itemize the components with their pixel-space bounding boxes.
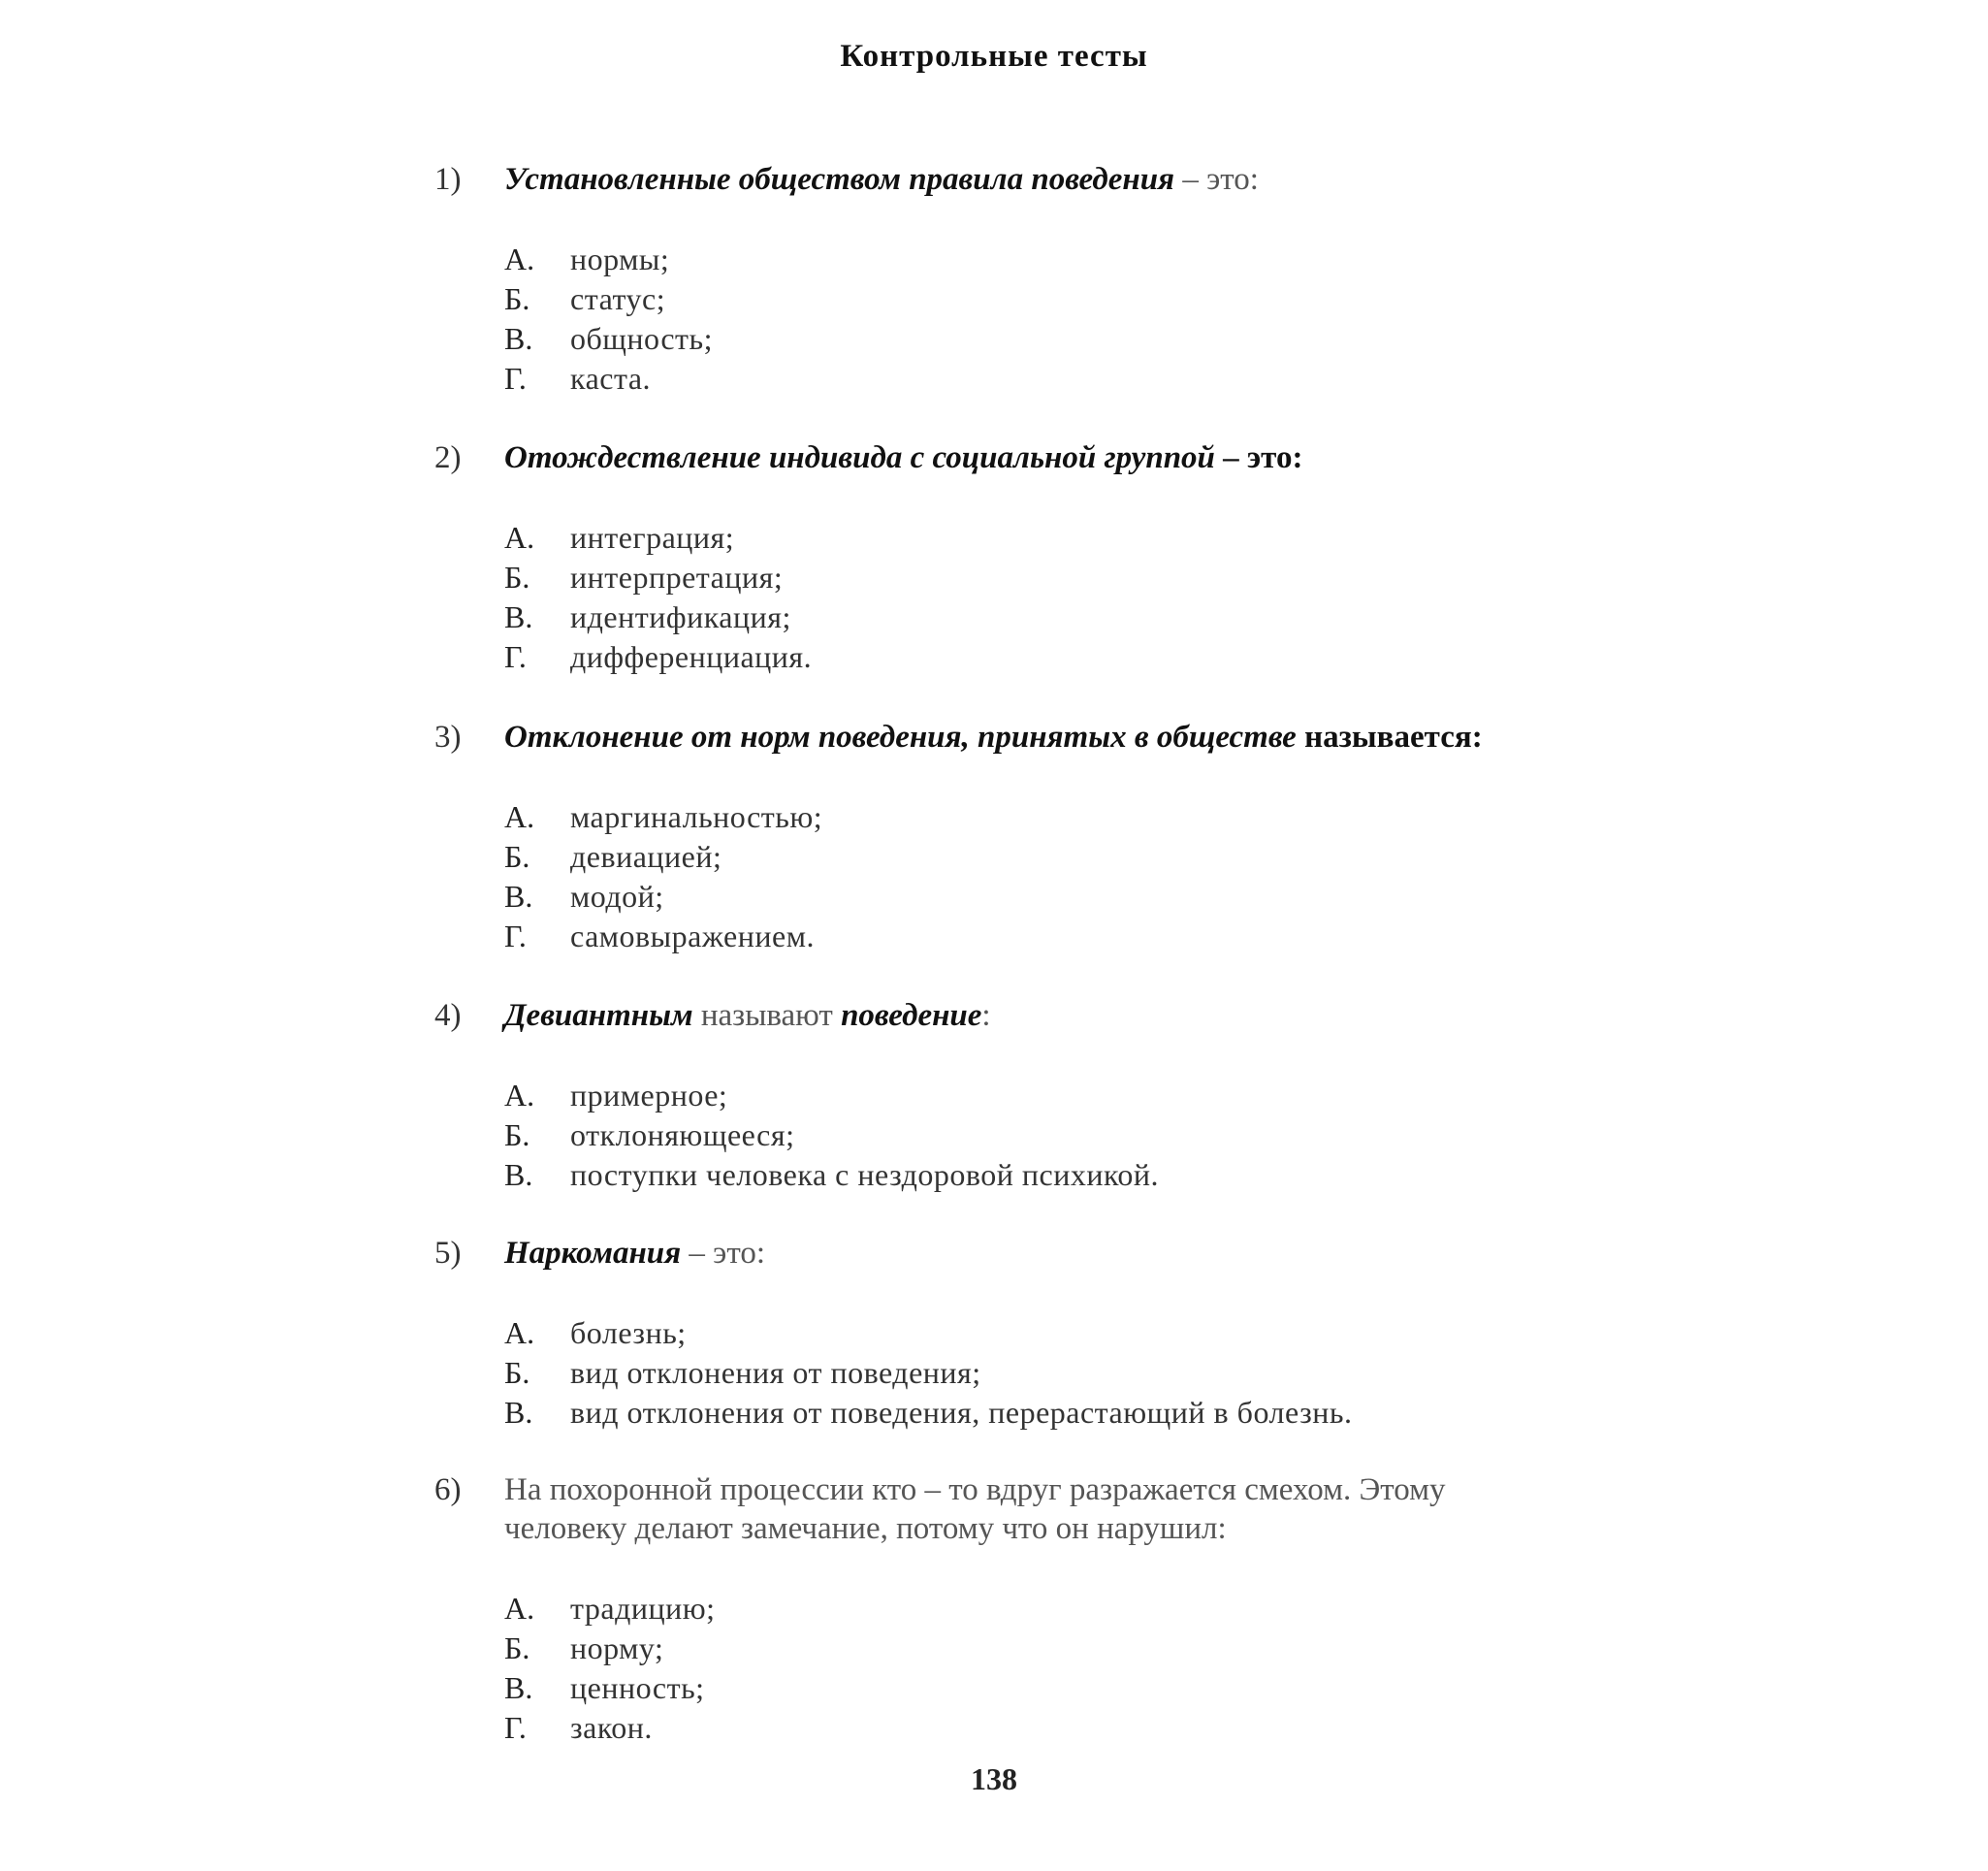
option-text: болезнь; xyxy=(570,1315,687,1350)
option-letter: Б. xyxy=(504,1117,530,1152)
option-letter: Б. xyxy=(504,1630,530,1665)
answer-option xyxy=(504,518,1695,558)
option-letter: Г. xyxy=(504,1710,527,1745)
question-text-part: Установленные обществом правила поведения xyxy=(504,162,1175,197)
answer-option xyxy=(504,1589,1695,1629)
answer-options xyxy=(504,797,1695,956)
answer-option xyxy=(504,837,1695,877)
option-text: общность; xyxy=(570,321,714,356)
answer-option xyxy=(504,319,1695,359)
question-6 xyxy=(434,1470,1695,1748)
question-1 xyxy=(434,160,1695,399)
answer-options xyxy=(504,1076,1695,1195)
option-letter: Г. xyxy=(504,919,527,953)
page-title: Контрольные тесты xyxy=(840,39,1148,74)
option-letter: Б. xyxy=(504,839,530,874)
option-text: интеграция; xyxy=(570,520,735,555)
option-text: закон. xyxy=(570,1710,653,1745)
option-text: отклоняющееся; xyxy=(570,1117,795,1152)
question-heading xyxy=(434,996,1695,1035)
option-text: модой; xyxy=(570,879,664,914)
option-letter: А. xyxy=(504,520,535,555)
answer-option xyxy=(504,597,1695,637)
question-2 xyxy=(434,438,1695,677)
question-number: 6) xyxy=(434,1472,462,1507)
option-text: каста. xyxy=(570,361,652,396)
option-letter: А. xyxy=(504,1591,535,1626)
option-text: поступки человека с нездоровой психикой. xyxy=(570,1157,1160,1192)
answer-option xyxy=(504,637,1695,677)
answer-option xyxy=(504,1629,1695,1668)
option-letter: В. xyxy=(504,879,533,914)
option-letter: Б. xyxy=(504,1355,530,1390)
option-text: вид отклонения от поведения; xyxy=(570,1355,981,1390)
question-heading xyxy=(434,160,1695,199)
answer-options xyxy=(504,518,1695,677)
answer-options xyxy=(504,240,1695,399)
option-letter: В. xyxy=(504,321,533,356)
option-letter: В. xyxy=(504,1157,533,1192)
question-text-part: называют xyxy=(692,998,842,1033)
question-text-part: Наркомания xyxy=(504,1236,682,1271)
question-number: 4) xyxy=(434,998,462,1033)
option-text: нормы; xyxy=(570,242,670,276)
question-text-part: Отождествление индивида с социальной группой xyxy=(504,440,1215,475)
question-text-part: На похоронной процессии кто – то вдруг разражается смехом. Этому человеку делают замечание, потому что он нарушил: xyxy=(504,1472,1446,1546)
question-text-part: Девиантным xyxy=(504,998,693,1033)
question-text-part: поведение xyxy=(841,998,982,1033)
answer-option xyxy=(504,1708,1695,1748)
option-letter: В. xyxy=(504,1395,533,1430)
question-text-part: называется: xyxy=(1296,720,1483,755)
option-text: идентификация; xyxy=(570,599,791,634)
answer-options xyxy=(504,1313,1695,1433)
option-text: интерпретация; xyxy=(570,560,784,595)
question-number: 2) xyxy=(434,440,462,475)
question-text-part: Отклонение от норм поведения, принятых в обществе xyxy=(504,720,1297,755)
question-number: 1) xyxy=(434,162,462,197)
option-text: примерное; xyxy=(570,1078,728,1113)
option-letter: А. xyxy=(504,1078,535,1113)
option-letter: Г. xyxy=(504,639,527,674)
question-heading xyxy=(434,1470,1695,1548)
question-text xyxy=(504,718,1695,757)
option-text: ценность; xyxy=(570,1670,705,1705)
option-text: девиацией; xyxy=(570,839,722,874)
answer-option xyxy=(504,1353,1695,1393)
option-text: норму; xyxy=(570,1630,664,1665)
answer-options xyxy=(504,1589,1695,1748)
question-number: 3) xyxy=(434,720,462,755)
option-text: статус; xyxy=(570,281,666,316)
option-letter: Б. xyxy=(504,560,530,595)
option-text: вид отклонения от поведения, перерастающий в болезнь. xyxy=(570,1395,1353,1430)
question-text xyxy=(504,438,1695,477)
answer-option xyxy=(504,917,1695,956)
answer-option xyxy=(504,1076,1695,1115)
option-letter: А. xyxy=(504,799,535,834)
answer-option xyxy=(504,558,1695,597)
answer-option xyxy=(504,359,1695,399)
question-text-part: – это: xyxy=(1174,162,1259,197)
question-heading xyxy=(434,718,1695,757)
option-text: маргинальностью; xyxy=(570,799,823,834)
answer-option xyxy=(504,1393,1695,1433)
question-text-part: – это: xyxy=(681,1236,765,1271)
option-letter: А. xyxy=(504,1315,535,1350)
option-letter: В. xyxy=(504,599,533,634)
page-number: 138 xyxy=(971,1761,1017,1796)
question-text xyxy=(504,1470,1571,1548)
answer-option xyxy=(504,240,1695,279)
answer-option xyxy=(504,1155,1695,1195)
option-letter: А. xyxy=(504,242,535,276)
option-letter: В. xyxy=(504,1670,533,1705)
option-text: традицию; xyxy=(570,1591,716,1626)
option-letter: Б. xyxy=(504,281,530,316)
question-heading xyxy=(434,1234,1695,1273)
option-letter: Г. xyxy=(504,361,527,396)
question-heading xyxy=(434,438,1695,477)
question-3 xyxy=(434,718,1695,956)
option-text: дифференциация. xyxy=(570,639,813,674)
answer-option xyxy=(504,1313,1695,1353)
answer-option xyxy=(504,797,1695,837)
question-number: 5) xyxy=(434,1236,462,1271)
question-text xyxy=(504,160,1695,199)
answer-option xyxy=(504,1668,1695,1708)
question-text xyxy=(504,996,1695,1035)
answer-option xyxy=(504,1115,1695,1155)
question-4 xyxy=(434,996,1695,1195)
answer-option xyxy=(504,877,1695,917)
answer-option xyxy=(504,279,1695,319)
question-text xyxy=(504,1234,1695,1273)
question-5 xyxy=(434,1234,1695,1433)
question-text-part: : xyxy=(981,998,991,1033)
option-text: самовыражением. xyxy=(570,919,815,953)
question-text-part: – это: xyxy=(1214,440,1303,475)
